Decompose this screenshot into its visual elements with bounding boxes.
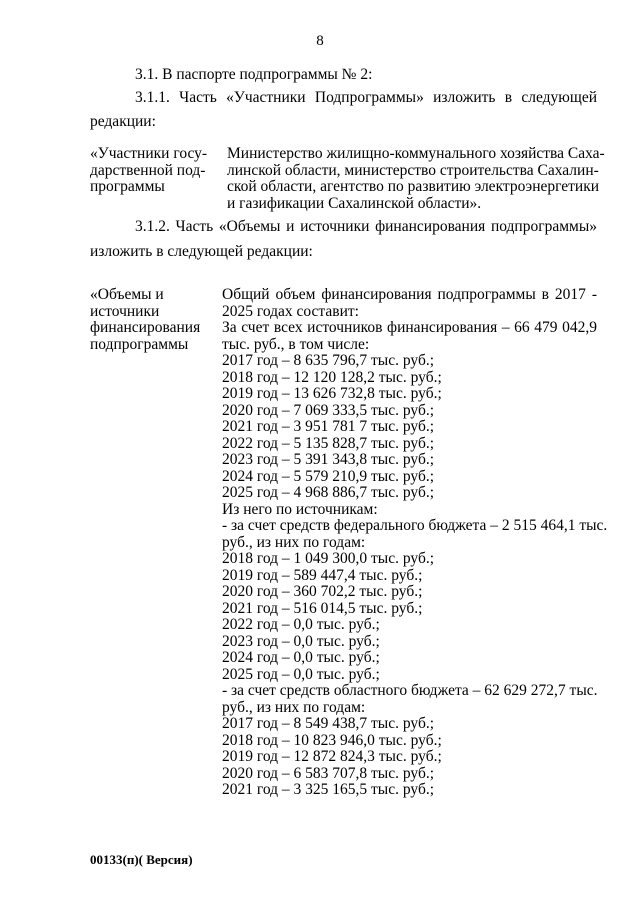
funding-text-line: тыс. руб., в том числе: [222,335,370,353]
funding-text-line: 2023 год – 5 391 343,8 тыс. руб.; [222,451,435,468]
funding-text-line: 2024 год – 5 579 210,9 тыс. руб.; [222,467,435,485]
funding-text-line: 2019 год – 589 447,4 тыс. руб.; [222,566,423,584]
funding-text-line: 2022 год – 5 135 828,7 тыс. руб.; [222,434,435,452]
funding-text-line: 2024 год – 0,0 тыс. руб.; [222,649,380,666]
funding-text-line: 2022 год – 0,0 тыс. руб.; [222,616,380,633]
page-number: 8 [316,33,324,49]
funding-text-line: 2017 год – 8 635 796,7 тыс. руб.; [222,352,435,369]
funding-label-line: источники [90,302,160,320]
funding-text-line: руб., из них по годам: [222,533,366,551]
funding-text-line: 2023 год – 0,0 тыс. руб.; [222,632,380,650]
funding-text-line: 2019 год – 13 626 732,8 тыс. руб.; [222,385,442,402]
participants-text-line: Министерство жилищно-коммунального хозяйства Саха- [227,145,605,162]
funding-text-line: 2021 год – 516 014,5 тыс. руб.; [222,599,423,617]
participants-text-line: линской области, министерство строительства Сахалин- [227,161,599,179]
funding-label-line: финансирования [90,319,201,336]
funding-text-line: За счет всех источников финансирования – 66 479 042,9 [222,319,597,336]
participants-label-line: «Участники госу- [90,145,208,162]
participants-text-line: и газификации Сахалинской области». [227,194,482,212]
funding-text-line: 2018 год – 1 049 300,0 тыс. руб.; [222,550,435,567]
funding-text-line: 2025 год – 4 968 886,7 тыс. руб.; [222,484,435,501]
participants-label [90,146,220,196]
item-3-1-1-line1: 3.1.1. Часть «Участники Подпрограммы» изложить в следующей [135,89,597,106]
funding-label-line: «Объемы и [90,286,164,303]
funding-text-line: 2017 год – 8 549 438,7 тыс. руб.; [222,715,435,732]
participants-text [227,145,605,212]
funding-text-line: 2021 год – 3 951 781 7 тыс. руб.; [222,418,435,435]
funding-label [90,287,220,353]
funding-text-line: 2019 год – 12 872 824,3 тыс. руб.; [222,748,442,765]
funding-text-line: 2020 год – 6 583 707,8 тыс. руб.; [222,764,435,782]
funding-text-line: руб., из них по годам: [222,698,366,716]
item-3-1-2-line2: изложить в следующей редакции: [90,243,313,260]
funding-text-line: 2021 год – 3 325 165,5 тыс. руб.; [222,781,435,798]
item-3-1-1-line2: редакции: [90,113,156,130]
item-3-1-2-line1: 3.1.2. Часть «Объемы и источники финансирования подпрограммы» [135,218,597,235]
participants-text-line: ской области, агентство по развитию электроэнергетики [227,178,600,195]
participants-label-line: дарственной под- [90,161,206,179]
funding-text [222,286,608,799]
funding-text-line: - за счет средств областного бюджета – 62 629 272,7 тыс. [222,682,598,699]
document-footer-code: 00133(п)( Версия) [90,852,193,867]
funding-label-line: подпрограммы [90,335,189,353]
funding-text-line: Из него по источникам: [222,500,378,518]
funding-text-line: 2025 год – 0,0 тыс. руб.; [222,665,380,683]
participants-label-line: программы [90,178,165,195]
funding-text-line: - за счет средств федерального бюджета – 2 515 464,1 тыс. [222,517,608,534]
funding-text-line: 2018 год – 12 120 128,2 тыс. руб.; [222,368,442,386]
funding-text-line: 2020 год – 360 702,2 тыс. руб.; [222,583,423,600]
funding-text-line: 2025 годах составит: [222,302,359,320]
funding-text-line: 2018 год – 10 823 946,0 тыс. руб.; [222,731,442,749]
funding-text-line: Общий объем финансирования подпрограммы в 2017 - [222,286,597,303]
item-3-1-heading: 3.1. В паспорте подпрограммы № 2: [135,66,373,83]
funding-text-line: 2020 год – 7 069 333,5 тыс. руб.; [222,401,435,419]
